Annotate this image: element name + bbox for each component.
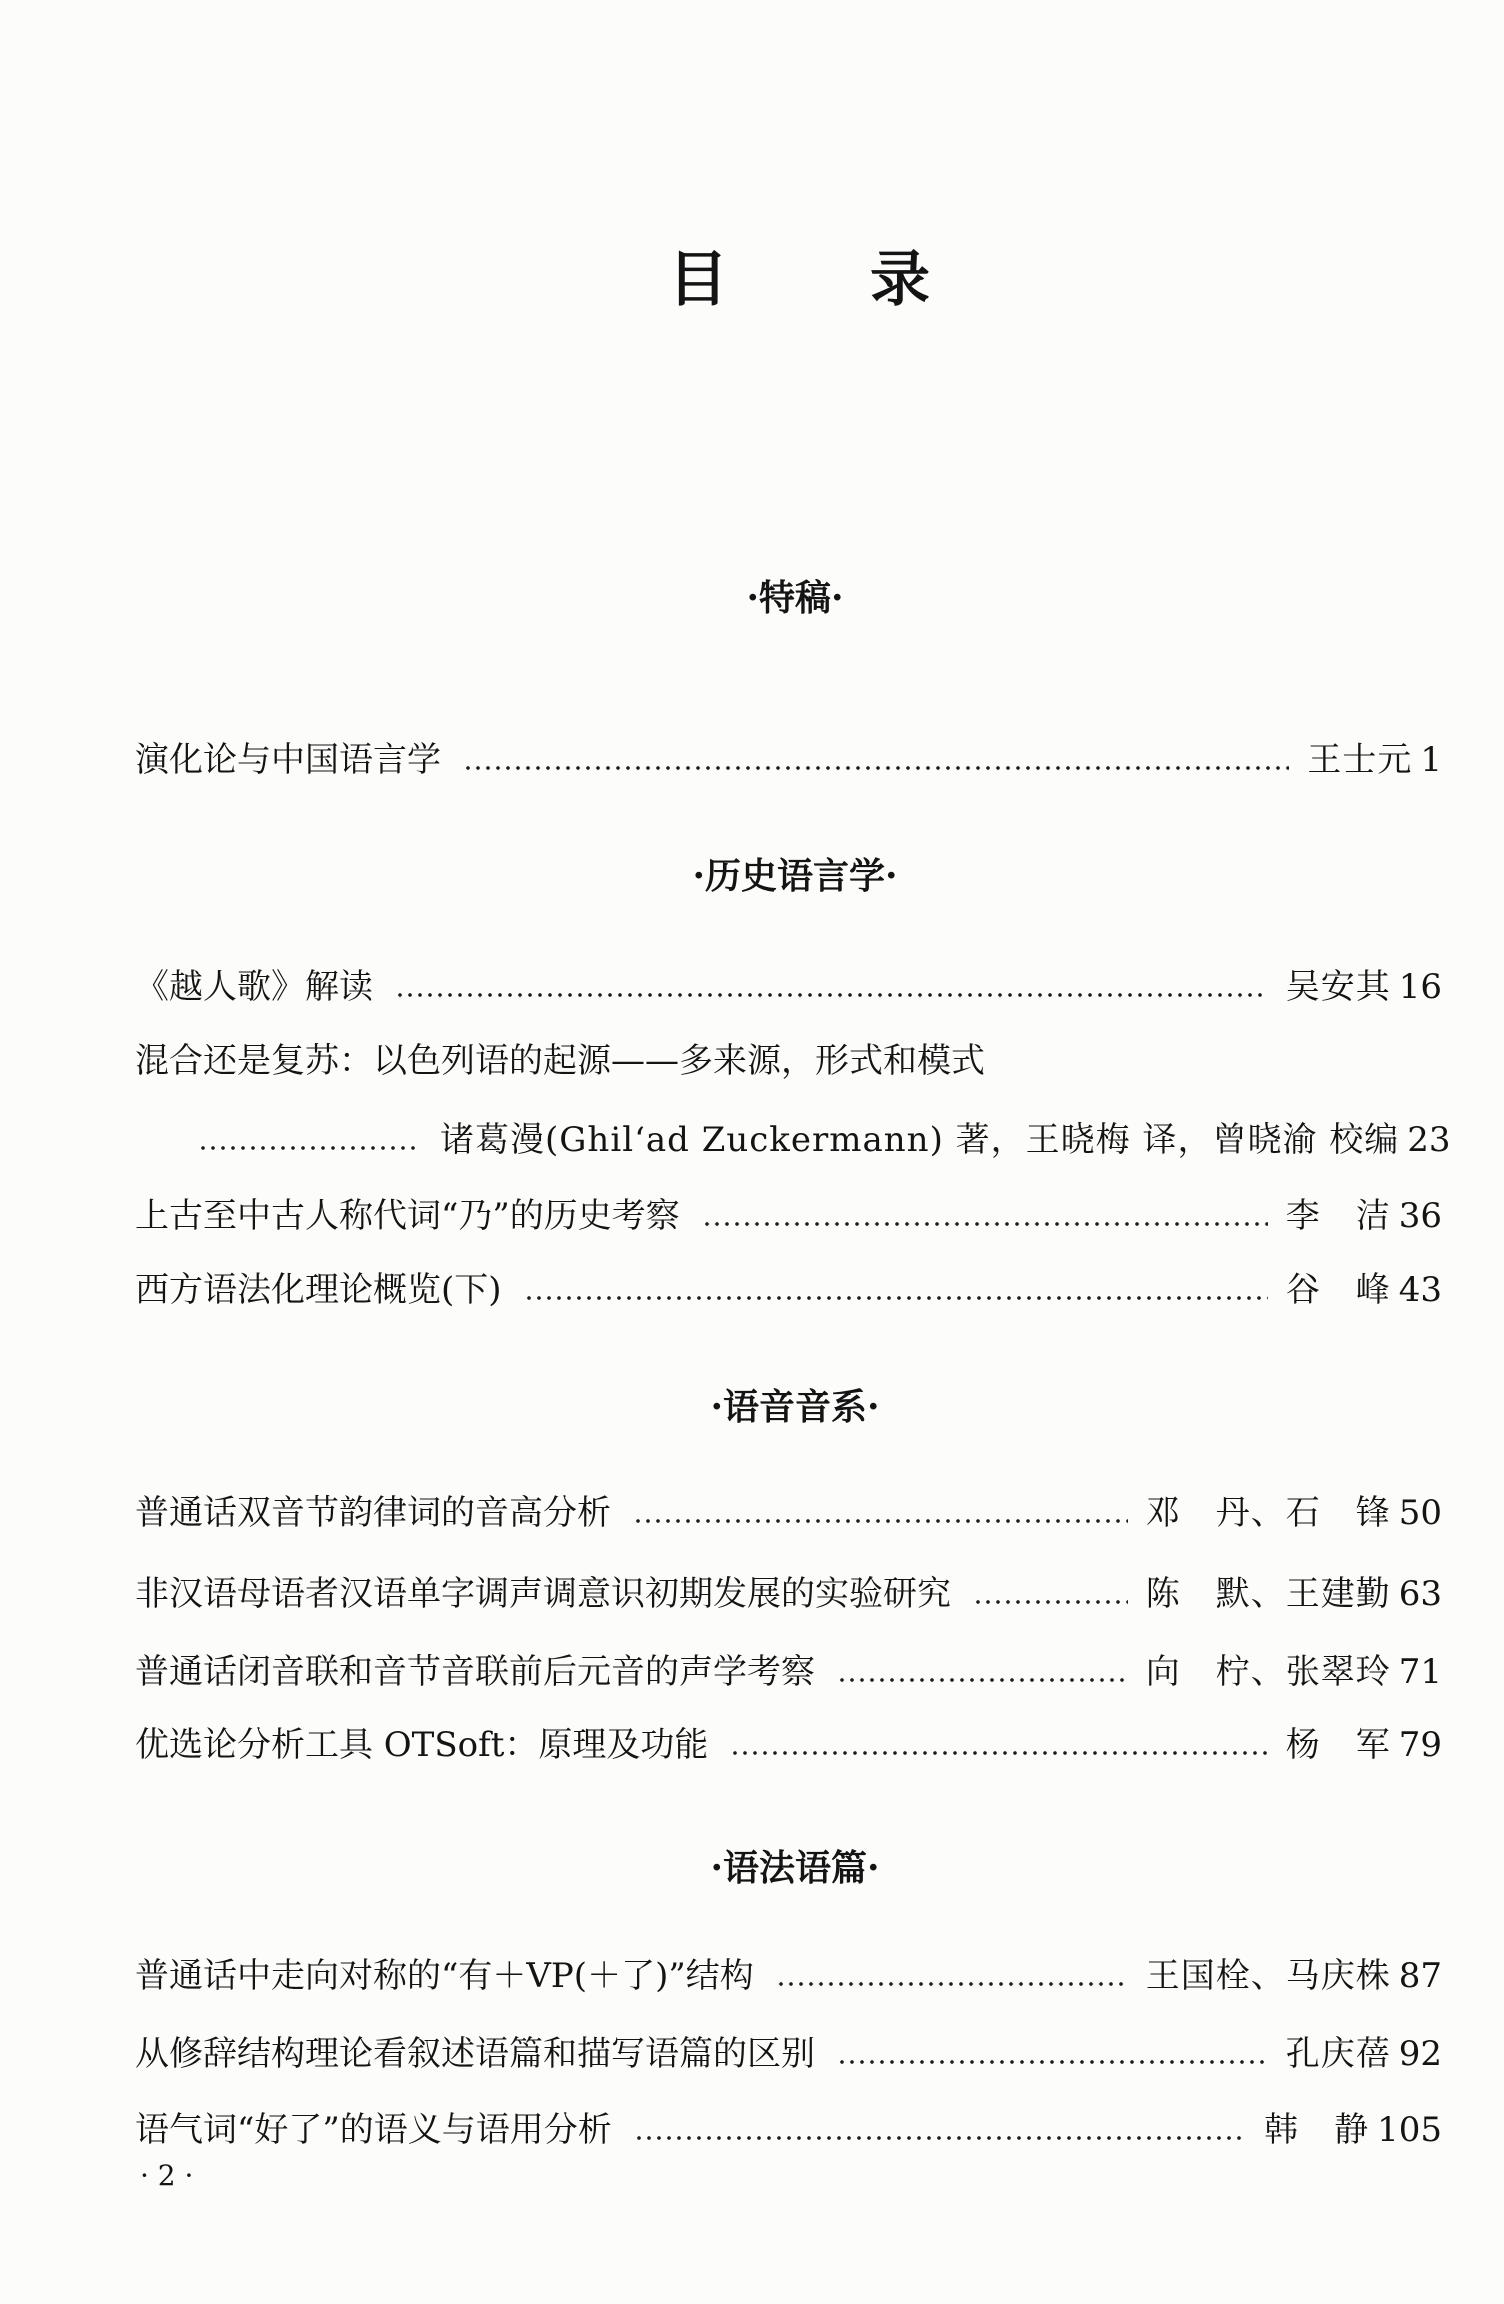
section-heading-grammar-discourse: ·语法语篇·: [710, 1847, 880, 1889]
entry-title: 优选论分析工具 OTSoft：原理及功能: [135, 1725, 709, 1765]
toc-entry: [135, 964, 1442, 1010]
toc-entry: [135, 2107, 1442, 2153]
entry-author: 韩 静: [1264, 2110, 1370, 2150]
dot-leader: [524, 1295, 1268, 1301]
entry-author: 吴安其: [1285, 967, 1391, 1007]
entry-title: 从修辞结构理论看叙述语篇和描写语篇的区别: [135, 2034, 815, 2074]
entry-page: 92: [1398, 2034, 1442, 2074]
dot-leader: [837, 2059, 1268, 2065]
entry-author: 诸葛漫(Ghil‘ad Zuckermann) 著，王晓梅 译，曾晓渝 校编: [440, 1120, 1400, 1160]
entry-title: 普通话闭音联和音节音联前后元音的声学考察: [135, 1652, 815, 1692]
dot-leader: [463, 765, 1289, 771]
toc-entry: [135, 737, 1442, 783]
entry-title: 语气词“好了”的语义与语用分析: [135, 2110, 612, 2150]
entry-page: 16: [1398, 967, 1442, 1007]
dot-leader: [973, 1599, 1128, 1605]
toc-entry-author-line: [135, 1117, 1451, 1163]
toc-entry: [135, 1267, 1442, 1313]
dot-leader: [837, 1677, 1128, 1683]
page-title-char-2: 录: [870, 245, 930, 315]
entry-page: 23: [1407, 1120, 1451, 1160]
entry-author: 王士元: [1307, 740, 1413, 780]
entry-title: 非汉语母语者汉语单字调声调意识初期发展的实验研究: [135, 1574, 951, 1614]
page-number: · 2 ·: [140, 2159, 194, 2192]
dot-leader: [395, 992, 1268, 998]
entry-title: 演化论与中国语言学: [135, 740, 441, 780]
section-heading-special: ·特稿·: [746, 577, 844, 619]
entry-page: 50: [1398, 1493, 1442, 1533]
dot-leader: [633, 1518, 1128, 1524]
toc-entry: [135, 1571, 1442, 1617]
entry-title: 普通话双音节韵律词的音高分析: [135, 1493, 611, 1533]
toc-entry: [135, 1722, 1442, 1768]
entry-page: 43: [1398, 1270, 1442, 1310]
entry-title: 《越人歌》解读: [135, 967, 373, 1007]
toc-entry: [135, 2031, 1442, 2077]
section-heading-phonetics-phonology: ·语音音系·: [710, 1386, 880, 1428]
entry-author: 孔庆蓓: [1285, 2034, 1391, 2074]
entry-author: 谷 峰: [1285, 1270, 1391, 1310]
entry-author: 李 洁: [1285, 1196, 1391, 1236]
entry-page: 1: [1420, 740, 1442, 780]
dot-leader: [198, 1145, 418, 1151]
toc-entry: [135, 1649, 1442, 1695]
dot-leader: [634, 2135, 1246, 2141]
entry-author: 向 柠、张翠玲: [1145, 1652, 1391, 1692]
section-heading-historical-linguistics: ·历史语言学·: [692, 855, 898, 897]
entry-page: 36: [1398, 1196, 1442, 1236]
entry-title: 西方语法化理论概览(下): [135, 1270, 502, 1310]
entry-page: 79: [1398, 1725, 1442, 1765]
entry-author: 陈 默、王建勤: [1145, 1574, 1391, 1614]
page-title-char-1: 目: [668, 245, 728, 315]
entry-page: 71: [1398, 1652, 1442, 1692]
dot-leader: [776, 1981, 1128, 1987]
entry-author: 杨 军: [1285, 1725, 1391, 1765]
entry-page: 105: [1377, 2110, 1442, 2150]
toc-entry: [135, 1953, 1442, 1999]
entry-page: 63: [1398, 1574, 1442, 1614]
toc-entry: [135, 1193, 1442, 1239]
dot-leader: [730, 1750, 1267, 1756]
entry-title: 上古至中古人称代词“乃”的历史考察: [135, 1196, 680, 1236]
entry-title: 混合还是复苏：以色列语的起源——多来源，形式和模式: [135, 1041, 985, 1081]
entry-author: 邓 丹、石 锋: [1145, 1493, 1391, 1533]
dot-leader: [702, 1221, 1268, 1227]
entry-title: 普通话中走向对称的“有＋VP(＋了)”结构: [135, 1956, 754, 1996]
entry-page: 87: [1398, 1956, 1442, 1996]
toc-entry: [135, 1490, 1442, 1536]
toc-entry-title-line: [135, 1038, 1442, 1084]
entry-author: 王国栓、马庆株: [1145, 1956, 1391, 1996]
